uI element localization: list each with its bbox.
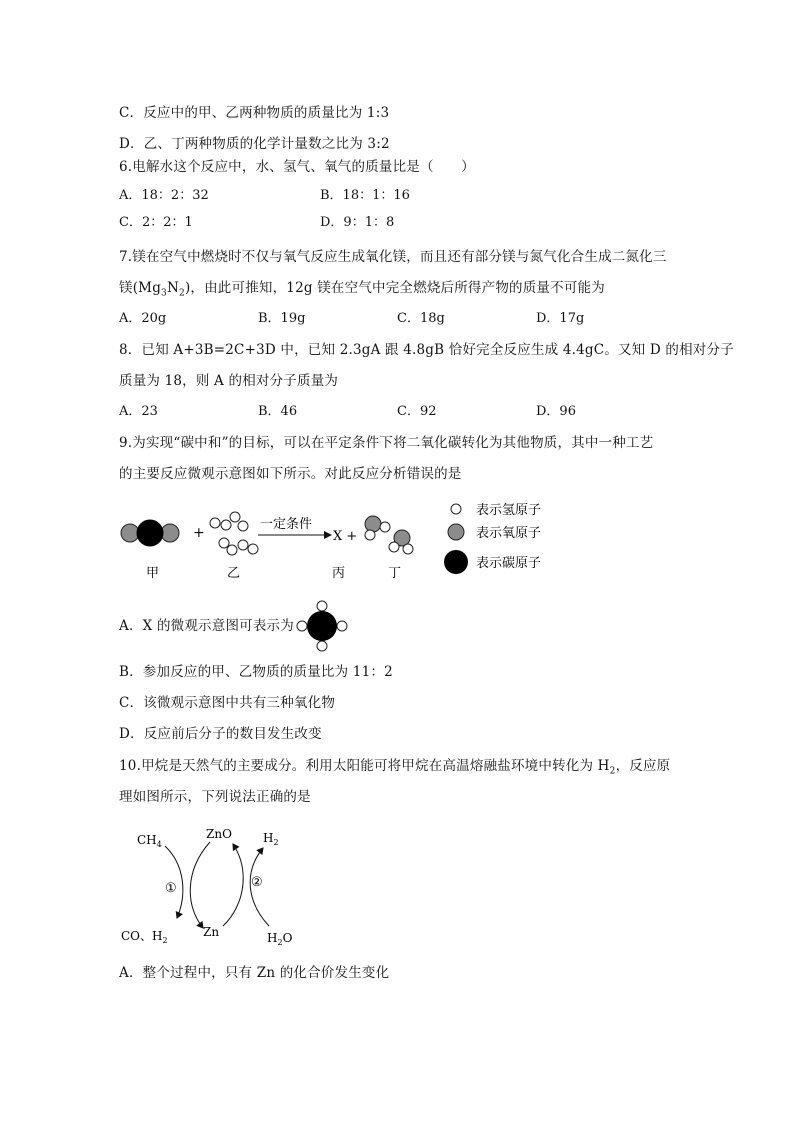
ch4-molecule-icon — [296, 598, 348, 654]
q5-option-d: D．乙、丁两种物质的化学计量数之比为 3:2 — [119, 136, 390, 152]
q8-option-d: D．96 — [536, 404, 576, 419]
q9-stem-line2: 的主要反应微观示意图如下所示。对此反应分析错误的是 — [119, 466, 462, 482]
reaction-condition: 一定条件 — [260, 517, 313, 532]
label-ch4: $CH_4$ — [137, 833, 162, 849]
arrow-zn-to-zno — [223, 844, 243, 926]
q7-stem-line2: 镁$(Mg_3N_2)$，由此可推知，12g 镁在空气中完全燃烧后所得产物的质量不可能为 — [119, 280, 605, 299]
label-zno: ZnO — [206, 827, 232, 841]
legend-hydrogen-icon — [451, 504, 461, 514]
product-x-plus: X + — [333, 529, 358, 544]
q7-option-d: D．17g — [536, 311, 585, 326]
step-1-label: ① — [165, 881, 177, 896]
legend — [444, 503, 541, 574]
legend-carbon-icon — [444, 550, 468, 574]
q9-option-b: B．参加反应的甲、乙物质的质量比为 11：2 — [119, 664, 393, 680]
q6-stem: 6.电解水这个反应中，水、氢气、氧气的质量比是（ ） — [119, 159, 475, 175]
legend-hydrogen-label: 表示氢原子 — [476, 503, 542, 518]
q10-stem-line2: 理如图所示，下列说法正确的是 — [119, 789, 311, 805]
label-bing: 丙 — [332, 566, 346, 581]
q6-option-b: B．18：1：16 — [320, 188, 410, 203]
q9-reaction-diagram — [110, 495, 580, 590]
q7-stem-line1: 7.镁在空气中燃烧时不仅与氧气反应生成氧化镁，而且还有部分镁与氮气化合生成二氮化三 — [119, 249, 667, 265]
q7-option-a: A．20g — [119, 311, 167, 326]
label-ding: 丁 — [388, 566, 402, 581]
q10-stem-line1: 10.甲烷是天然气的主要成分。利用太阳能可将甲烷在高温熔融盐环境中转化为 $H_2$，反应原 — [119, 758, 671, 777]
q10-option-a: A．整个过程中，只有 Zn 的化合价发生变化 — [119, 965, 390, 981]
q8-stem-line2: 质量为 18，则 A 的相对分子质量为 — [119, 373, 339, 389]
q6-option-c: C．2：2：1 — [119, 215, 193, 230]
plus-sign: + — [193, 525, 205, 541]
label-h2o: $H_2O$ — [267, 931, 293, 947]
legend-carbon-label: 表示碳原子 — [476, 556, 542, 571]
q6-option-d: D．9：1：8 — [320, 215, 395, 230]
q7-option-c: C．18g — [397, 311, 445, 326]
q9-option-a: A．X 的微观示意图可表示为 — [119, 618, 294, 634]
label-co-h2: CO、$H_2$ — [121, 929, 168, 945]
legend-oxygen-label: 表示氧原子 — [476, 526, 542, 541]
q9-option-d: D．反应前后分子的数目发生改变 — [119, 726, 322, 742]
label-h2: $H_2$ — [263, 831, 279, 847]
q9-option-c: C．该微观示意图中共有三种氧化物 — [119, 695, 336, 711]
step-2-label: ② — [251, 875, 263, 890]
molecule-jia-co2 — [121, 520, 179, 546]
q8-option-a: A．23 — [119, 404, 158, 419]
molecule-yi-h2 — [210, 512, 258, 555]
arrow-head — [324, 531, 332, 539]
label-jia: 甲 — [146, 566, 160, 581]
q8-stem-line1: 8．已知 A+3B=2C+3D 中，已知 2.3gA 跟 4.8gB 恰好完全反应生成 4.4gC。又知 D 的相对分子 — [119, 342, 734, 358]
label-zn: Zn — [203, 925, 220, 939]
q5-option-c: C．反应中的甲、乙两种物质的质量比为 1:3 — [119, 105, 390, 121]
q7-option-b: B．19g — [258, 311, 306, 326]
legend-oxygen-icon — [448, 524, 464, 540]
q6-option-a: A．18：2：32 — [119, 188, 209, 203]
label-yi: 乙 — [227, 566, 241, 581]
molecule-ding-h2o — [365, 516, 413, 554]
q10-cycle-diagram — [115, 820, 315, 950]
q9-stem-line1: 9.为实现“碳中和”的目标，可以在平定条件下将二氧化碳转化为其他物质，其中一种工艺 — [119, 435, 654, 451]
arrow-zno-to-zn — [190, 842, 210, 928]
q8-option-c: C．92 — [397, 404, 437, 419]
q8-option-b: B．46 — [258, 404, 298, 419]
